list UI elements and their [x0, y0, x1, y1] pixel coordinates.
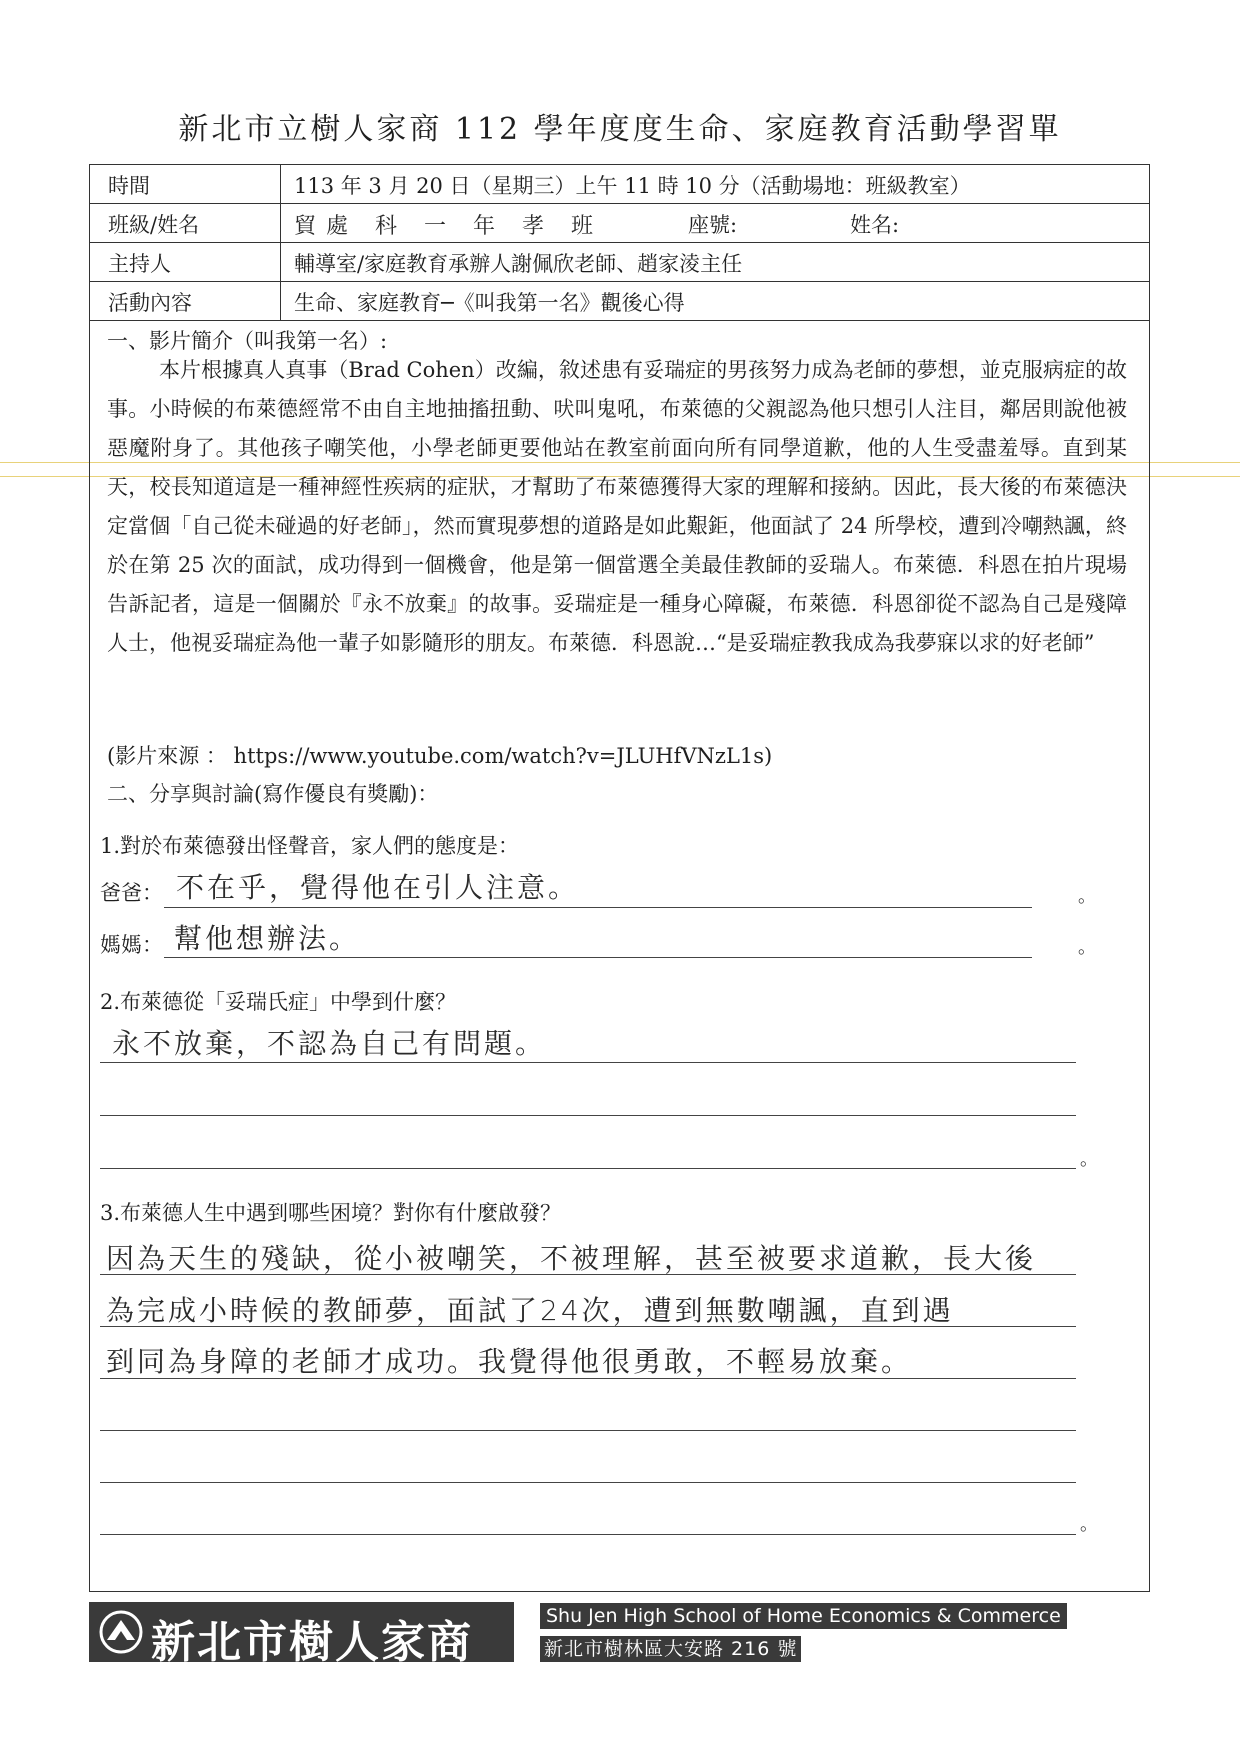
school-emblem-icon — [99, 1610, 143, 1654]
intro-body — [107, 351, 1127, 663]
answer-line — [164, 907, 1032, 908]
answer-line — [100, 1378, 1076, 1379]
time-label: 時間 — [108, 174, 150, 198]
class-row — [90, 204, 1149, 243]
question-3: 3.布萊德人生中遇到哪些困境？對你有什麼啟發？ — [100, 1201, 562, 1225]
content-label: 活動內容 — [108, 291, 192, 315]
class-value: 貿處 科 一 年 孝 班 — [294, 214, 603, 239]
intro-heading: 一、影片簡介（叫我第一名）: — [107, 329, 388, 353]
q3-answer-line-1: 因為天生的殘缺，從小被嘲笑，不被理解，甚至被要求道歉，長大後 — [106, 1242, 1037, 1275]
end-mark: 。 — [1078, 937, 1096, 958]
answer-line — [100, 1430, 1076, 1431]
answer-line — [100, 1115, 1076, 1116]
school-logo — [89, 1602, 514, 1668]
discussion-heading: 二、分享與討論(寫作優良有獎勵)： — [107, 782, 439, 806]
class-label: 班級/姓名 — [108, 213, 200, 237]
seat-label: 座號: — [688, 213, 738, 237]
q3-answer-line-3: 到同為身障的老師才成功。我覺得他很勇敢，不輕易放棄。 — [106, 1345, 913, 1378]
content-row — [90, 282, 1149, 321]
answer-line — [100, 1534, 1076, 1535]
school-name: 新北市樹人家商 — [151, 1617, 473, 1668]
answer-line — [100, 1326, 1076, 1327]
q3-answer-line-2: 為完成小時候的教師夢，面試了24次，遭到無數嘲諷，直到遇 — [106, 1294, 954, 1327]
dad-label: 爸爸： — [100, 881, 163, 905]
time-row — [90, 165, 1149, 204]
q2-answer: 永不放棄，不認為自己有問題。 — [112, 1027, 547, 1060]
content-value: 生命、家庭教育─《叫我第一名》觀後心得 — [294, 291, 685, 315]
page-title: 新北市立樹人家商 112 學年度度生命、家庭教育活動學習單 — [178, 112, 1062, 147]
host-value: 輔導室/家庭教育承辦人謝佩欣老師、趙家淩主任 — [294, 252, 743, 276]
end-mark: 。 — [1080, 1514, 1098, 1535]
mom-label: 媽媽： — [100, 933, 163, 957]
question-2: 2.布萊德從「妥瑞氏症」中學到什麼？ — [100, 990, 457, 1014]
school-address: 新北市樹林區大安路 216 號 — [540, 1636, 801, 1662]
answer-line — [164, 957, 1032, 958]
worksheet-frame — [89, 164, 1150, 1592]
intro-paragraph: 本片根據真人真事（Brad Cohen）改編，敘述患有妥瑞症的男孩努力成為老師的夢想，並克服病症的故事。小時候的布萊德經常不由自主地抽搐扭動、吠叫鬼吼，布萊德的父親認為他只想引人注目，鄰居則說他被惡魔附身了。其他孩子嘲笑他，小學老師更要他站在教室前面向所有同學道歉，他的人生受盡羞辱。直到某天，校長知道這是一種神經性疾病的症狀，才幫助了布萊德獲得大家的理解和接納。因此，長大後的布萊德決定當個「自己從未碰過的好老師」，然而實現夢想的道路是如此艱鉅，他面試了 24 所學校，遭到冷嘲熱諷，終於在第 25 次的面試，成功得到一個機會，他是第一個當選全美最佳教師的妥瑞人。布萊德．科恩在拍片現場告訴記者，這是一個關於『永不放棄』的故事。妥瑞症是一種身心障礙，布萊德．科恩卻從不認為自己是殘障人士，他視妥瑞症為他一輩子如影隨形的朋友。布萊德．科恩說…“是妥瑞症教我成為我夢寐以求的好老師” — [107, 358, 1127, 655]
end-mark: 。 — [1080, 1149, 1098, 1170]
mom-answer: 幫他想辦法。 — [174, 922, 361, 955]
question-1: 1.對於布萊德發出怪聲音，家人們的態度是： — [100, 834, 520, 858]
name-label: 姓名: — [850, 213, 900, 237]
answer-line — [100, 1482, 1076, 1483]
end-mark: 。 — [1078, 886, 1096, 907]
answer-line — [100, 1168, 1076, 1169]
dad-answer: 不在乎，覺得他在引人注意。 — [176, 871, 580, 904]
time-value: 113 年 3 月 20 日（星期三）上午 11 時 10 分（活動場地：班級教室） — [294, 174, 971, 198]
video-source: (影片來源 ： https://www.youtube.com/watch?v=JLUHfVNzL1s) — [107, 744, 773, 768]
answer-line — [100, 1062, 1076, 1063]
school-english-name: Shu Jen High School of Home Economics & Commerce — [540, 1603, 1067, 1629]
host-label: 主持人 — [108, 252, 171, 276]
host-row — [90, 243, 1149, 282]
answer-line — [100, 1274, 1076, 1275]
